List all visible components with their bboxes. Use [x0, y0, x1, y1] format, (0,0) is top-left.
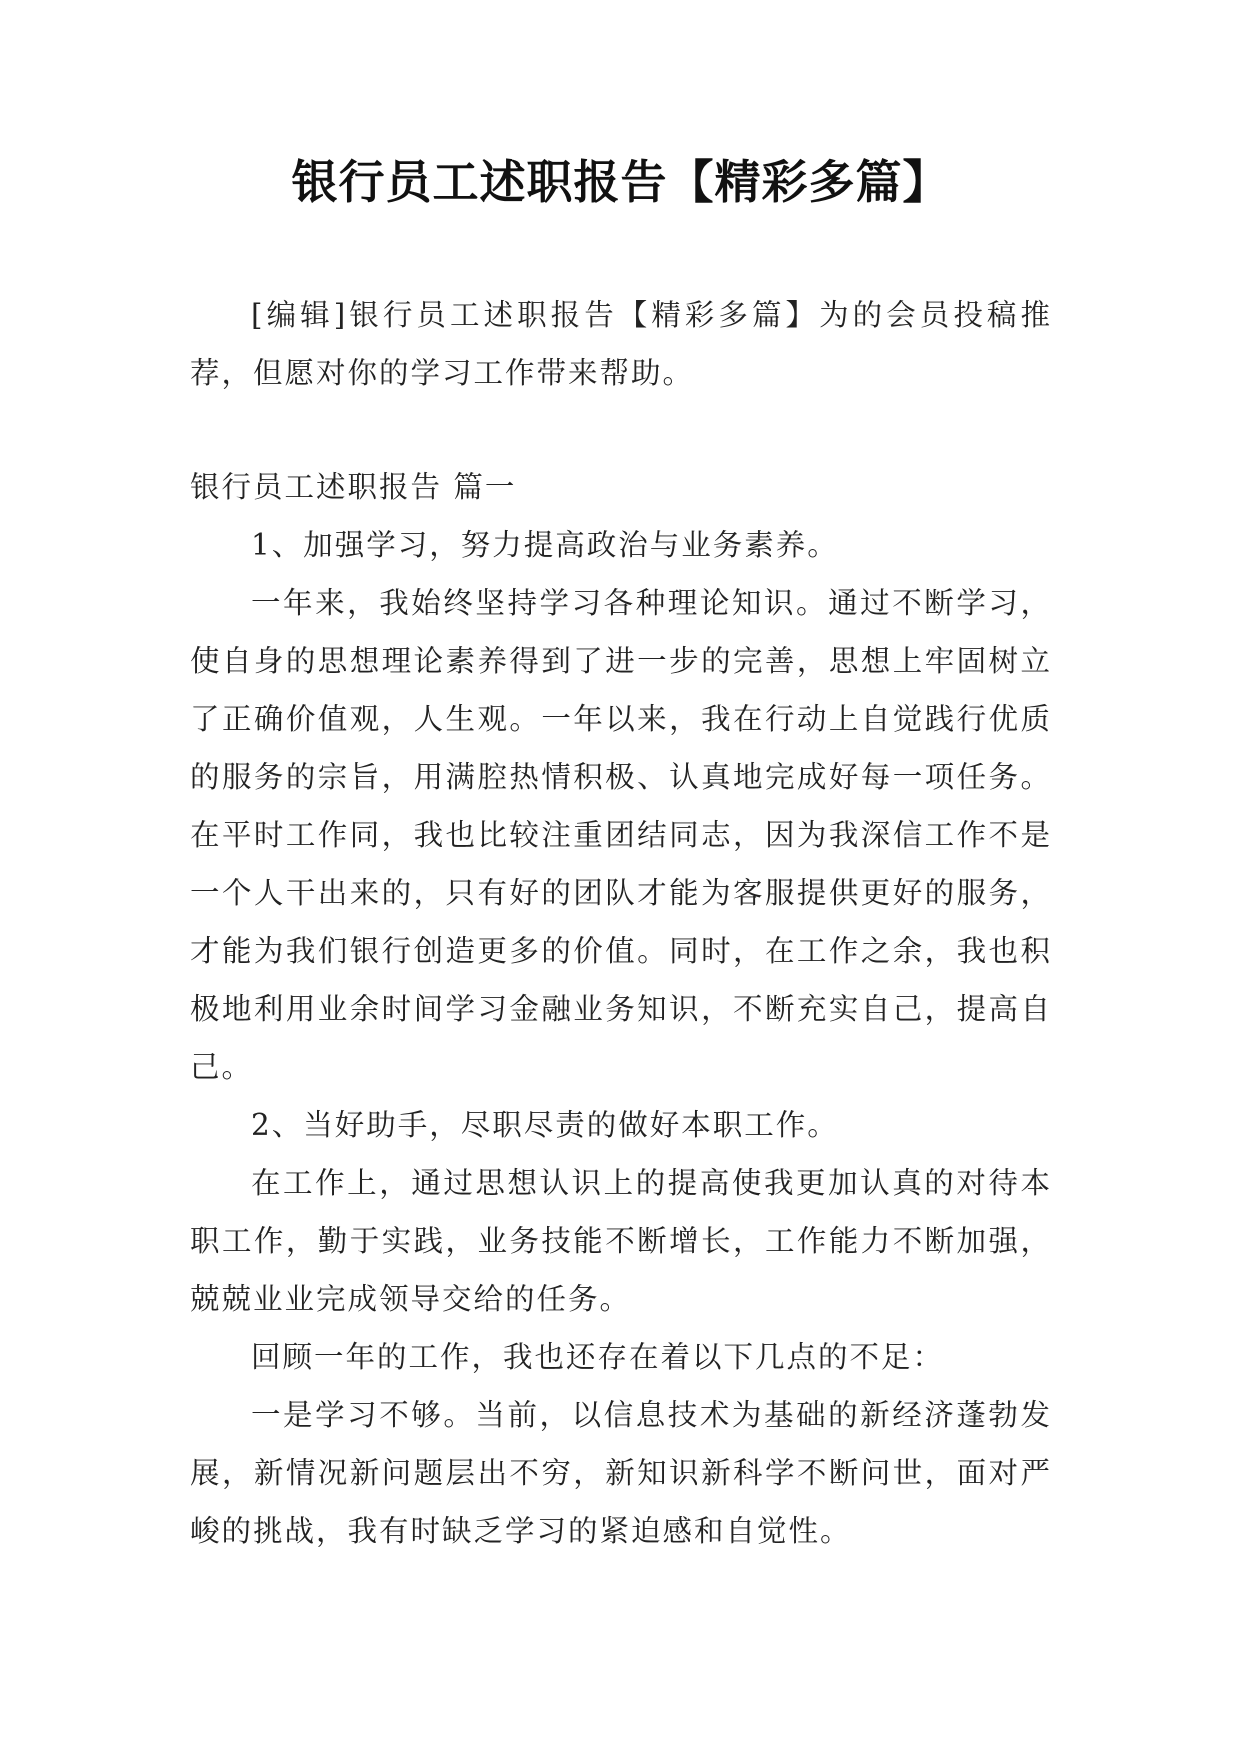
paragraph-6: 一是学习不够。当前，以信息技术为基础的新经济蓬勃发展，新情况新问题层出不穷，新知识新科学不断问世，面对严峻的挑战，我有时缺乏学习的紧迫感和自觉性。	[190, 1398, 1052, 1548]
section-heading: 银行员工述职报告 篇一	[190, 470, 517, 504]
paragraph-2: 一年来，我始终坚持学习各种理论知识。通过不断学习，使自身的思想理论素养得到了进一步的完善，思想上牢固树立了正确价值观，人生观。一年以来，我在行动上自觉践行优质的服务的宗旨，用满腔热情积极、认真地完成好每一项任务。在平时工作同，我也比较注重团结同志，因为我深信工作不是一个人干出来的，只有好的团队才能为客服提供更好的服务，才能为我们银行创造更多的价值。同时，在工作之余，我也积极地利用业余时间学习金融业务知识，不断充实自己，提高自己。	[190, 586, 1052, 1084]
intro-block	[190, 286, 1052, 402]
paragraph-5: 回顾一年的工作，我也还存在着以下几点的不足：	[251, 1340, 945, 1374]
intro-paragraph: [编辑]银行员工述职报告【精彩多篇】为的会员投稿推荐，但愿对你的学习工作带来帮助。	[190, 298, 1052, 390]
paragraph-1: 1、加强学习，努力提高政治与业务素养。	[251, 528, 839, 562]
section-block	[190, 458, 1052, 1560]
paragraph-4: 在工作上，通过思想认识上的提高使我更加认真的对待本职工作，勤于实践，业务技能不断增长，工作能力不断加强，兢兢业业完成领导交给的任务。	[190, 1166, 1052, 1316]
document-title: 银行员工述职报告【精彩多篇】	[291, 155, 950, 209]
paragraph-3: 2、当好助手，尽职尽责的做好本职工作。	[251, 1108, 839, 1142]
